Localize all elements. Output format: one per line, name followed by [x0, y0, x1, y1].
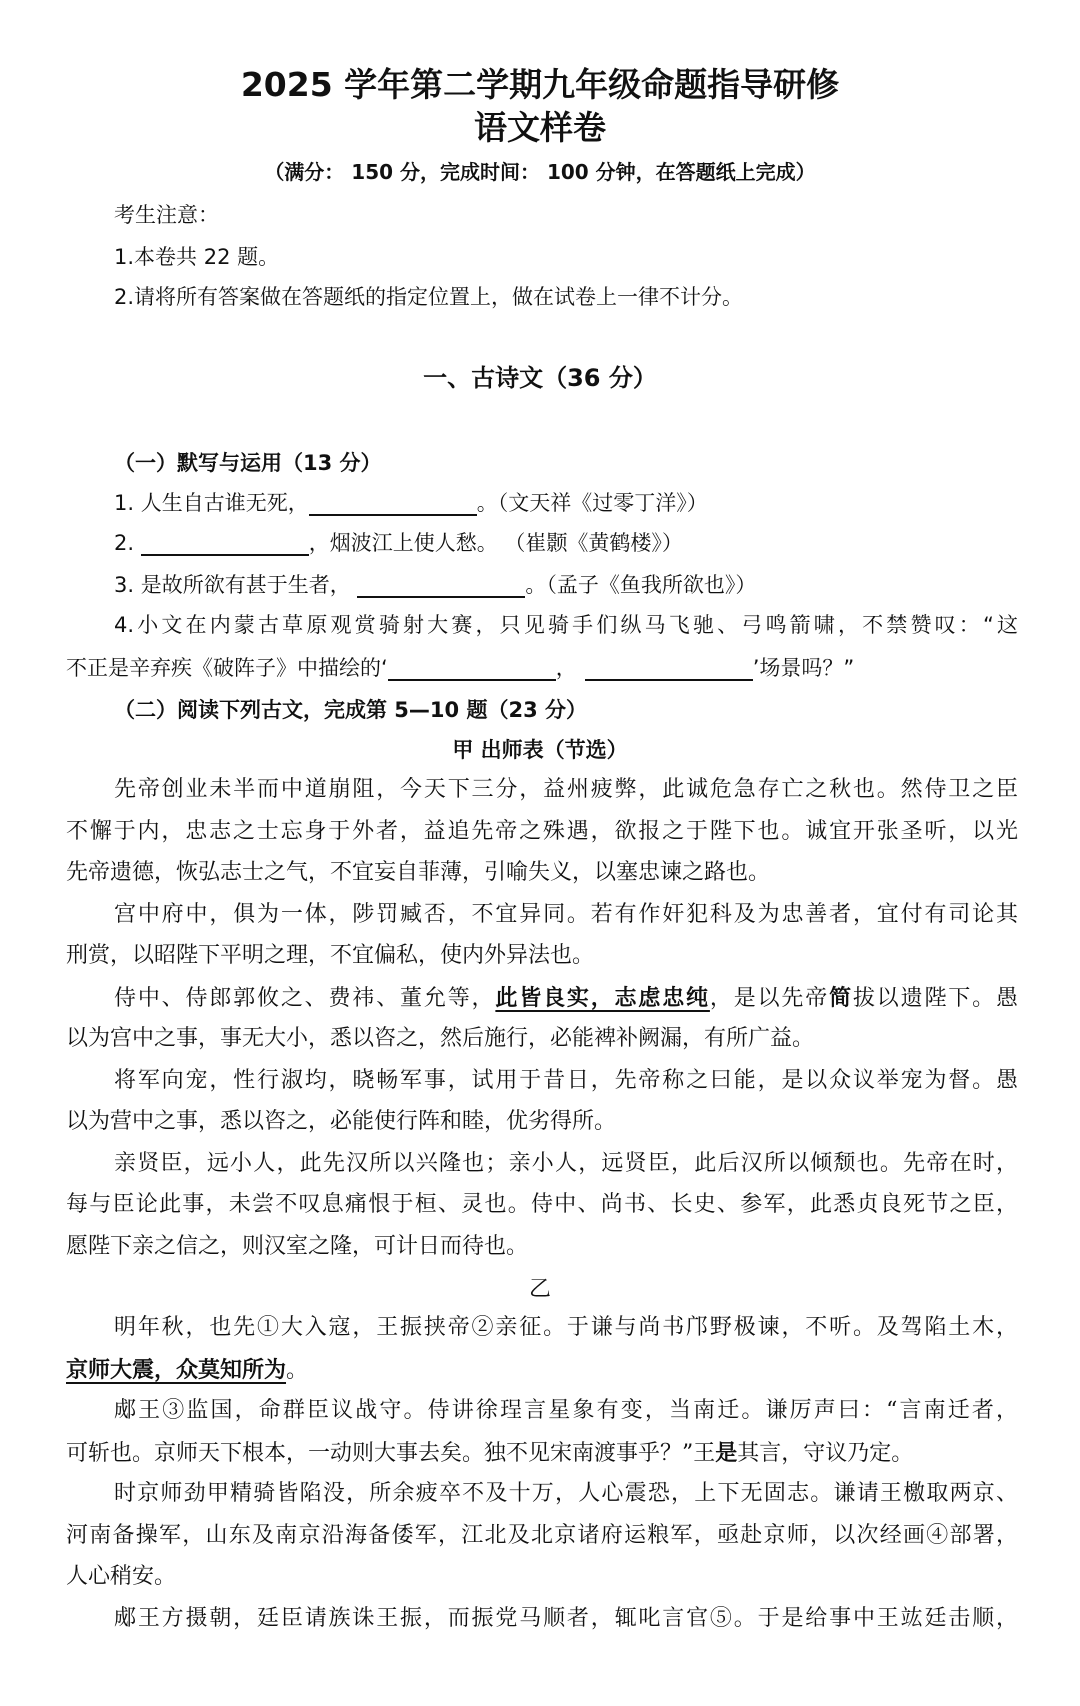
q3-text: 3. 是故所欲有甚于生者， — [114, 573, 358, 597]
text-segment: 其言，守议乃定。 — [737, 1440, 914, 1466]
passage-line — [66, 1101, 1018, 1143]
passage-line — [114, 1598, 1018, 1640]
question-1 — [114, 482, 708, 524]
question-2 — [114, 522, 683, 564]
text-segment: 可斩也。京师天下根本，一动则大事去矣。独不见宋南渡事乎？”王 — [66, 1440, 716, 1466]
text-segment: 郕王③监国，命群臣议战守。侍讲徐珵言星象有变，当南迁。谦厉声曰：“言南迁者， — [114, 1398, 1018, 1423]
text-segment: 郕王方摄朝，廷臣请族诛王振，而振党马顺者，辄叱言官⑤。于是给事中王竑廷击顺， — [114, 1605, 1018, 1631]
emphasized-sentence: 此皆良实，志虑忠纯 — [495, 984, 710, 1011]
text-segment: 以为营中之事，悉以咨之，必能使行阵和睦，优劣得所。 — [66, 1109, 617, 1134]
passage-line — [66, 1349, 1018, 1391]
text-segment: 亲贤臣，远小人，此先汉所以兴隆也；亲小人，远贤臣，此后汉所以倾颓也。先帝在时， — [114, 1150, 1018, 1176]
text-segment: 明年秋，也先①大入寇，王振挟帝②亲征。于谦与尚书邝野极谏，不听。及驾陷土木， — [114, 1315, 1018, 1340]
section-title: 一、古诗文（36 分） — [423, 364, 657, 392]
passage-line — [114, 1390, 1018, 1432]
notice-heading: 考生注意： — [114, 203, 219, 227]
passage-line — [66, 1556, 1018, 1598]
passage-line — [114, 1060, 1018, 1102]
text-segment: 先帝创业未半而中道崩阻，今天下三分，益州疲弊，此诚危急存亡之秋也。然侍卫之臣 — [114, 777, 1018, 802]
passage-line — [66, 811, 1018, 853]
passage-line — [114, 769, 1018, 811]
passage-line — [66, 1184, 1018, 1226]
exam-subject: 语文样卷 — [474, 108, 606, 147]
passage-line — [114, 1143, 1018, 1185]
passage-line — [114, 1307, 1018, 1349]
answer-blank[interactable] — [388, 653, 556, 681]
text-segment: 以为宫中之事，事无大小，悉以咨之，然后施行，必能裨补阙漏，有所广益。 — [66, 1026, 815, 1051]
exam-title: 2025 学年第二学期九年级命题指导研修 — [240, 65, 840, 104]
text-segment: 先帝遗德，恢弘志士之气，不宜妄自菲薄，引喻失义，以塞忠谏之路也。 — [66, 860, 771, 885]
text-segment: 。 — [286, 1357, 309, 1383]
q2-number: 2. — [114, 531, 141, 555]
text-segment: 刑赏，以昭陛下平明之理，不宜偏私，使内外异法也。 — [66, 943, 595, 968]
passage-line — [114, 977, 1018, 1019]
question-4: 4.小文在内蒙古草原观赏骑射大赛，只见骑手们纵马飞驰、弓鸣箭啸，不禁赞叹：“这 — [114, 613, 1018, 637]
notice-item: 1.本卷共 22 题。 — [114, 245, 280, 269]
answer-blank[interactable] — [357, 570, 525, 598]
notice-item: 2.请将所有答案做在答题纸的指定位置上，做在试卷上一律不计分。 — [114, 285, 744, 309]
question-4-continued — [66, 647, 854, 689]
q1-text: 1. 人生自古谁无死， — [114, 491, 309, 515]
passage-a-title: 甲 出师表（节选） — [452, 738, 628, 762]
text-segment: 宫中府中，俱为一体，陟罚臧否，不宜异同。若有作奸犯科及为忠善者，宜付有司论其 — [114, 901, 1018, 927]
q2-text: ，烟波江上使人愁。 （崔颢《黄鹤楼》） — [308, 531, 683, 555]
text-segment: 拔以遗陛下。愚 — [852, 985, 1018, 1011]
text-segment: 人心稍安。 — [66, 1564, 177, 1589]
q1-source: 。（文天祥《过零丁洋》） — [476, 491, 708, 515]
q4-comma: ， — [555, 656, 577, 680]
answer-blank[interactable] — [585, 653, 753, 681]
passage-line — [66, 1018, 1018, 1060]
part1-title: （一）默写与运用（13 分） — [114, 451, 382, 475]
q4-end: ’场景吗？” — [752, 656, 855, 680]
text-segment: 愿陛下亲之信之，则汉室之隆，可计日而待也。 — [66, 1233, 529, 1259]
text-segment: ，是以先帝 — [709, 985, 830, 1011]
q3-source: 。（孟子《鱼我所欲也》） — [525, 573, 757, 597]
answer-blank[interactable] — [141, 528, 309, 556]
passage-line — [66, 1432, 1018, 1474]
emphasized-sentence: 京师大震，众莫知所为 — [66, 1356, 287, 1383]
passage-line — [66, 852, 1018, 894]
q4-text: 不正是辛弃疾《破阵子》中描绘的‘ — [66, 656, 388, 680]
passage-line — [66, 1515, 1018, 1557]
text-segment: 每与臣论此事，未尝不叹息痛恨于桓、灵也。侍中、尚书、长史、参军，此悉贞良死节之臣， — [66, 1192, 1018, 1217]
part2-title: （二）阅读下列古文，完成第 5—10 题（23 分） — [114, 698, 587, 722]
text-segment: 河南备操军，山东及南京沿海备倭军，江北及北京诸府运粮军，亟赴京师，以次经画④部署， — [66, 1522, 1018, 1548]
passage-line — [66, 1226, 1018, 1268]
question-3 — [114, 564, 756, 606]
emphasized-word: 简 — [829, 984, 853, 1011]
exam-info: （满分： 150 分，完成时间： 100 分钟，在答题纸上完成） — [264, 160, 816, 184]
passage-b-title: 乙 — [528, 1277, 551, 1302]
text-segment: 将军向宠，性行淑均，晓畅军事，试用于昔日，先帝称之曰能，是以众议举宠为督。愚 — [114, 1067, 1018, 1093]
answer-blank[interactable] — [309, 488, 477, 516]
emphasized-word: 是 — [715, 1439, 738, 1466]
passage-line — [114, 894, 1018, 936]
text-segment: 时京师劲甲精骑皆陷没，所余疲卒不及十万，人心震恐，上下无固志。谦请王檄取两京、 — [114, 1481, 1018, 1506]
text-segment: 侍中、侍郎郭攸之、费祎、董允等， — [114, 985, 496, 1011]
text-segment: 不懈于内，忠志之士忘身于外者，益追先帝之殊遇，欲报之于陛下也。诚宜开张圣听，以光 — [66, 818, 1018, 844]
passage-line — [66, 935, 1018, 977]
passage-line — [114, 1473, 1018, 1515]
